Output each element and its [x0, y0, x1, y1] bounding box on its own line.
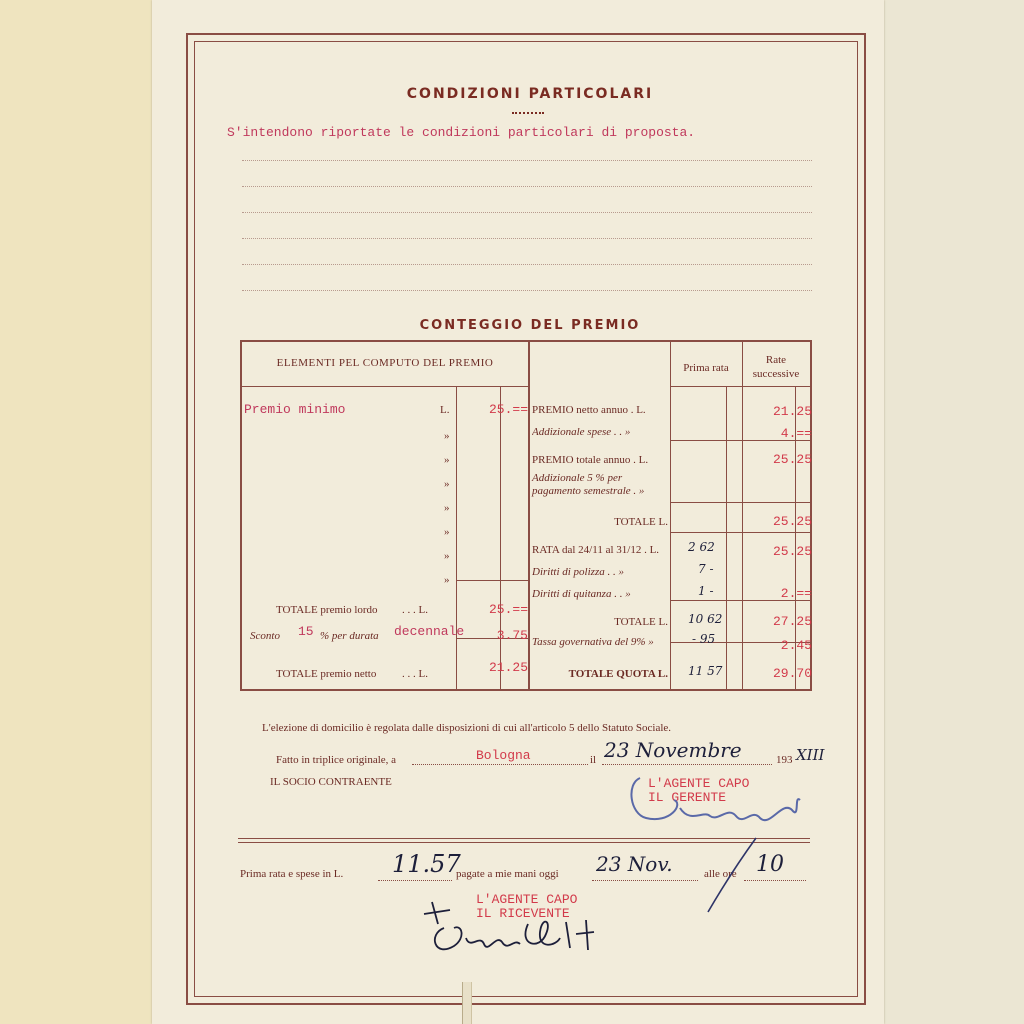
- blank-line: [242, 264, 812, 265]
- net-total-label: TOTALE premio netto: [276, 668, 377, 680]
- title-underline: [512, 112, 544, 114]
- column-divider: [670, 342, 671, 689]
- table-rule: [670, 532, 810, 533]
- row-label: RATA dal 24/11 al 31/12 . L.: [532, 544, 660, 556]
- receipt-hour-handwritten: 10: [756, 852, 784, 877]
- row-label: TOTALE QUOTA L.: [568, 668, 668, 680]
- column-divider: [528, 342, 530, 689]
- discount-duration-label: % per durata: [320, 630, 379, 642]
- row-label: TOTALE L.: [614, 516, 668, 528]
- blank-line: [242, 160, 812, 161]
- city-line: [412, 764, 588, 765]
- row-label: Diritti di polizza . . »: [532, 566, 624, 578]
- row-label: PREMIO netto annuo . L.: [532, 404, 646, 416]
- discount-duration: decennale: [394, 624, 465, 639]
- gross-total-label: TOTALE premio lordo: [276, 604, 378, 616]
- receipt-stamp-line-1: L'AGENTE CAPO: [476, 892, 578, 907]
- gross-total-currency: . . . L.: [402, 604, 428, 616]
- ditto-mark: »: [444, 430, 450, 442]
- net-total-currency: . . . L.: [402, 668, 428, 680]
- row-next-value: 21.25: [772, 404, 812, 419]
- receipt-date-line: [592, 880, 698, 881]
- row-first-value: 1 -: [698, 584, 714, 598]
- receipt-date-handwritten: 23 Nov.: [596, 852, 673, 876]
- row-next-value: 2.==: [780, 586, 812, 601]
- receipt-label-b: pagate a mie mani oggi: [456, 868, 559, 880]
- made-in-label: Fatto in triplice originale, a: [276, 754, 397, 766]
- row-label: Diritti di quitanza . . »: [532, 588, 631, 600]
- premium-table: [240, 340, 812, 691]
- row-first-value: 2 62: [688, 540, 715, 554]
- row-label: TOTALE L.: [614, 616, 668, 628]
- row-next-value: 25.25: [772, 452, 812, 467]
- header-rule: [670, 386, 810, 387]
- row-first-value: 11 57: [688, 664, 723, 678]
- row-next-value: 2.45: [780, 638, 812, 653]
- page-title: CONDIZIONI PARTICOLARI: [406, 86, 654, 102]
- year-prefix: 193: [776, 754, 793, 766]
- date-line: [602, 764, 772, 765]
- gross-total-value: 25.==: [488, 602, 528, 617]
- row-next-value: 25.25: [772, 514, 812, 529]
- item-value: 25.==: [488, 402, 528, 417]
- blank-line: [242, 186, 812, 187]
- discount-value: 3.75: [496, 628, 528, 643]
- year-handwritten: XIII: [796, 746, 825, 764]
- paper-tear: [462, 982, 472, 1024]
- ditto-mark: »: [444, 526, 450, 538]
- row-label: Addizionale 5 % per pagamento semestrale . »: [532, 472, 645, 497]
- receiver-signature: [410, 894, 610, 964]
- later-installments-header-2: successive: [752, 368, 800, 380]
- ditto-mark: »: [444, 502, 450, 514]
- first-installment-header: Prima rata: [683, 362, 729, 374]
- row-next-value: 29.70: [772, 666, 812, 681]
- row-label: Tassa governativa del 9% »: [532, 636, 654, 648]
- pen-stroke: [700, 836, 760, 916]
- discount-label: Sconto: [250, 630, 280, 642]
- background-strip: [0, 0, 152, 1024]
- row-label: Addizionale spese . . »: [532, 426, 631, 438]
- ditto-mark: »: [444, 574, 450, 586]
- city-value: Bologna: [476, 748, 531, 763]
- row-next-value: 4.==: [780, 426, 812, 441]
- premium-title: CONTEGGIO DEL PREMIO: [419, 318, 641, 333]
- row-next-value: 27.25: [772, 614, 812, 629]
- left-column-header: ELEMENTI PEL COMPUTO DEL PREMIO: [276, 357, 494, 369]
- ditto-mark: »: [444, 478, 450, 490]
- agent-signature: [624, 770, 810, 834]
- row-first-value: 10 62: [688, 612, 723, 626]
- row-label: PREMIO totale annuo . L.: [532, 454, 649, 466]
- row-next-value: 25.25: [772, 544, 812, 559]
- table-rule: [456, 580, 528, 581]
- blank-line: [242, 212, 812, 213]
- row-first-value: 7 -: [698, 562, 714, 576]
- date-il-label: il: [590, 754, 597, 766]
- row-first-value: - 95: [692, 632, 716, 646]
- item-label: Premio minimo: [244, 402, 346, 417]
- receipt-amount-handwritten: 11.57: [392, 850, 461, 878]
- item-currency: L.: [440, 404, 450, 416]
- column-divider: [726, 386, 727, 689]
- ditto-mark: »: [444, 550, 450, 562]
- socio-label: IL SOCIO CONTRAENTE: [270, 776, 392, 788]
- discount-percent: 15: [298, 624, 314, 639]
- receipt-label-c: alle ore: [704, 868, 737, 880]
- later-installments-header-1: Rate: [765, 354, 787, 366]
- receipt-label-a: Prima rata e spese in L.: [240, 868, 344, 880]
- table-rule: [670, 502, 810, 503]
- agent-stamp-line-2: IL GERENTE: [648, 790, 727, 805]
- conditions-note: S'intendono riportate le condizioni particolari di proposta.: [227, 125, 696, 140]
- domicile-clause: L'elezione di domicilio è regolata dalle disposizioni di cui all'articolo 5 dello Statuto Sociale.: [262, 722, 672, 734]
- blank-line: [242, 238, 812, 239]
- blank-line: [242, 290, 812, 291]
- header-rule: [242, 386, 528, 387]
- column-divider: [456, 386, 457, 689]
- net-total-value: 21.25: [488, 660, 528, 675]
- agent-stamp-line-1: L'AGENTE CAPO: [648, 776, 750, 791]
- receipt-stamp-line-2: IL RICEVENTE: [476, 906, 570, 921]
- amount-line: [378, 880, 452, 881]
- date-handwritten: 23 Novembre: [604, 738, 742, 762]
- column-divider: [500, 386, 501, 689]
- ditto-mark: »: [444, 454, 450, 466]
